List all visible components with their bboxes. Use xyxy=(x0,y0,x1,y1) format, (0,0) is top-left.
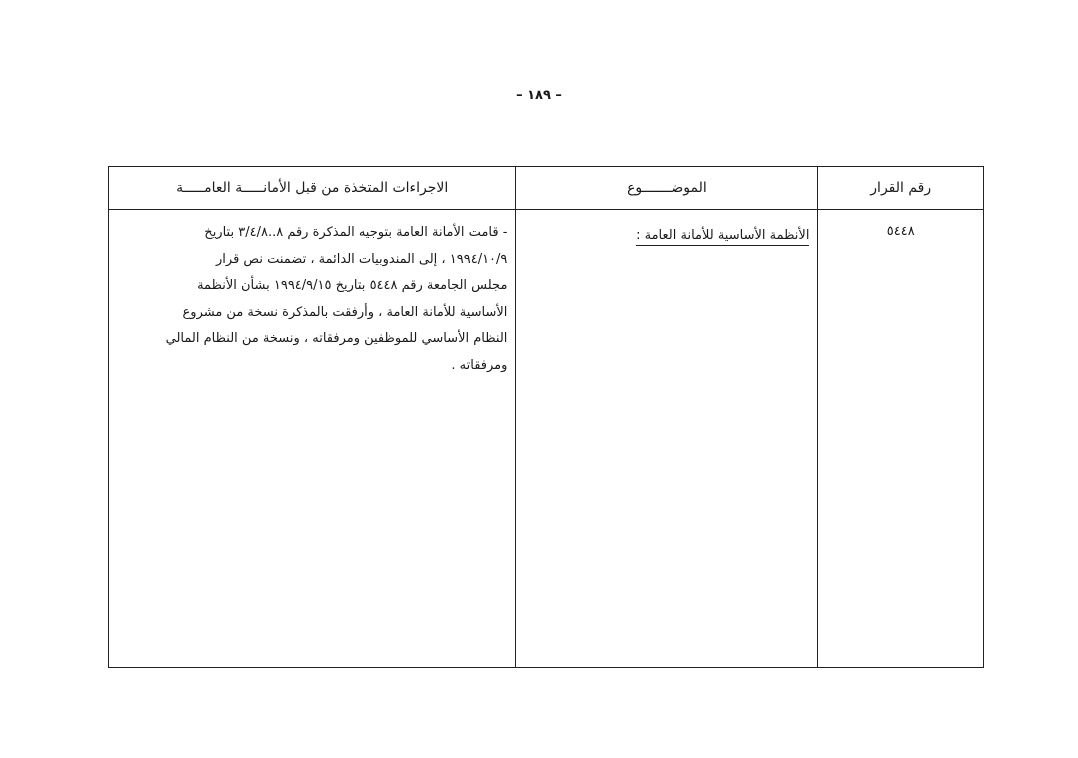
page-number: – ١٨٩ – xyxy=(516,88,562,103)
subject-text: الأنظمة الأساسية للأمانة العامة : xyxy=(636,228,809,246)
actions-line: النظام الأساسي للموظفين ومرفقاته ، ونسخة من النظام المالي xyxy=(165,331,508,346)
actions-line: ومرفقاته . xyxy=(451,357,508,373)
actions-line: - قامت الأمانة العامة بتوجيه المذكرة رقم ٨..٣/٤/٨ بتاريخ xyxy=(204,225,508,240)
actions-line: الأساسية للأمانة العامة ، وأرفقت بالمذكرة نسخة من مشروع xyxy=(182,304,508,320)
header-decision-number: رقم القرار xyxy=(818,167,984,210)
header-subject: الموضـــــــوع xyxy=(516,167,818,210)
actions-line: مجلس الجامعة رقم ٥٤٤٨ بتاريخ ١٩٩٤/٩/١٥ بشأن الأنظمة xyxy=(197,278,508,293)
cell-decision-number: ٥٤٤٨ xyxy=(818,210,984,668)
actions-line: ١٩٩٤/١٠/٩ ، إلى المندوبيات الدائمة ، تضمنت نص قرار xyxy=(216,251,508,267)
header-actions: الاجراءات المتخذة من قبل الأمانـــــة العامـــــة xyxy=(109,167,516,210)
table-row xyxy=(109,210,984,668)
decisions-table xyxy=(108,166,984,668)
cell-actions xyxy=(109,210,516,668)
cell-subject xyxy=(516,210,818,668)
table-header-row xyxy=(109,167,984,210)
